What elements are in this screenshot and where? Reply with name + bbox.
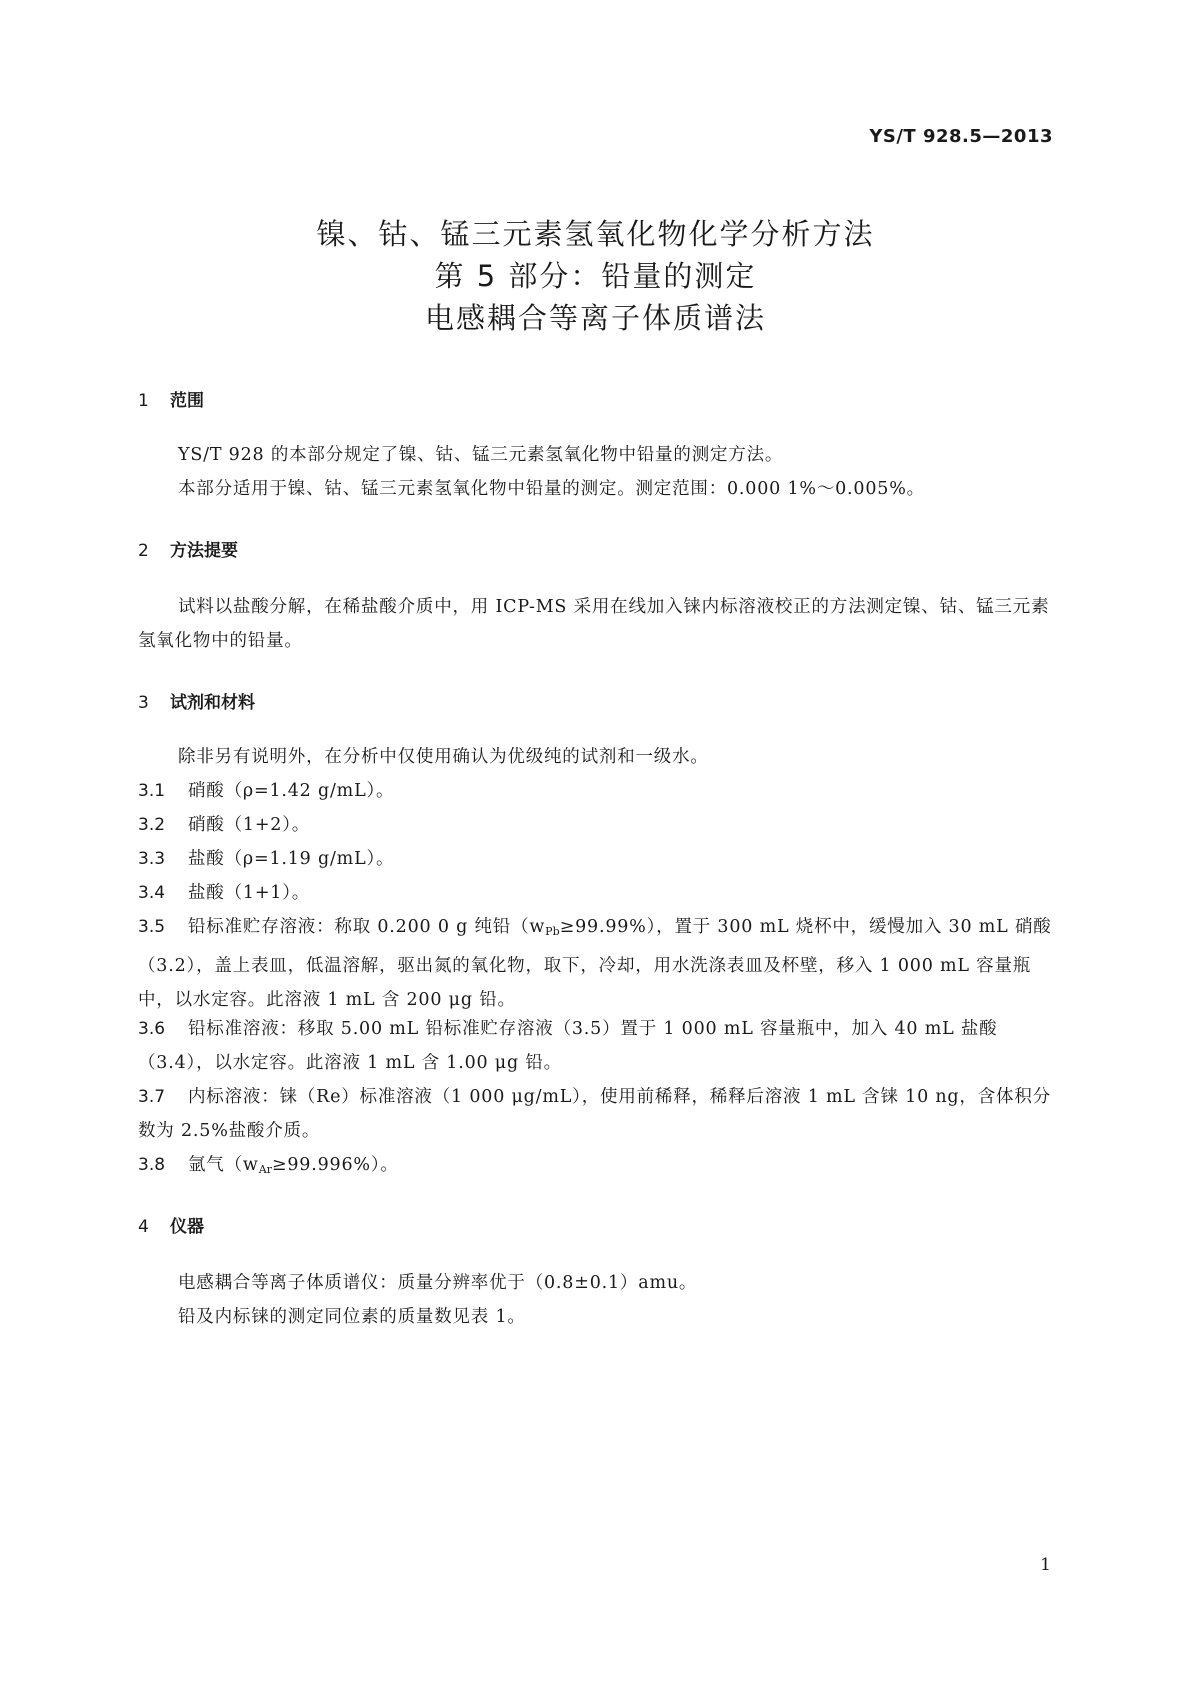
reagent-item bbox=[138, 1080, 1054, 1148]
section-4-paragraph-1: 电感耦合等离子体质谱仪：质量分辨率优于（0.8±0.1）amu。 bbox=[178, 1273, 698, 1293]
section-1-paragraph-1: YS/T 928 的本部分规定了镍、钴、锰三元素氢氧化物中铅量的测定方法。 bbox=[178, 445, 784, 465]
section-3-heading bbox=[138, 688, 255, 713]
item-text: 铅标准溶液：移取 5.00 mL 铅标准贮存溶液（3.5）置于 1 000 mL 容量瓶中，加入 40 mL 盐酸（3.4），以水定容。此溶液 1 mL 含 1.00 μg 铅。 bbox=[138, 1019, 998, 1073]
section-1-paragraph-2: 本部分适用于镍、钴、锰三元素氢氧化物中铅量的测定。测定范围：0.000 1%～0.005%。 bbox=[178, 479, 925, 499]
reagent-item bbox=[138, 808, 1054, 842]
item-number: 3.8 bbox=[138, 1155, 166, 1175]
reagent-item bbox=[138, 910, 1054, 1017]
section-title: 方法提要 bbox=[170, 541, 238, 561]
item-text: 内标溶液：铼（Re）标准溶液（1 000 μg/mL），使用前稀释，稀释后溶液 1 mL 含铼 10 ng，含体积分数为 2.5%盐酸介质。 bbox=[138, 1087, 1051, 1141]
item-text-b: ≥99.996%）。 bbox=[271, 1155, 399, 1175]
item-text-b: ≥99.99%），置于 300 mL 烧杯中，缓慢加入 30 mL 硝酸（3.2），盖上表皿，低温溶解，驱出氮的氧化物，取下，冷却，用水洗涤表皿及杯壁，移入 1 000 mL 容量瓶中，以水定容。此溶液 1 mL 含 200 μg 铅。 bbox=[138, 917, 1052, 1010]
section-title: 试剂和材料 bbox=[170, 693, 255, 713]
section-1-heading bbox=[138, 386, 204, 411]
item-text: 硝酸（1+2）。 bbox=[188, 815, 311, 835]
reagent-item bbox=[138, 876, 1054, 910]
item-subscript: Ar bbox=[258, 1163, 272, 1176]
reagent-item bbox=[138, 1148, 1054, 1187]
section-title: 仪器 bbox=[170, 1217, 204, 1237]
item-text-a: 铅标准贮存溶液：称取 0.200 0 g 纯铅（w bbox=[188, 917, 546, 937]
title-line-2: 第 5 部分：铅量的测定 bbox=[434, 259, 757, 293]
title-line-3: 电感耦合等离子体质谱法 bbox=[424, 301, 766, 335]
item-number: 3.3 bbox=[138, 849, 166, 869]
section-number: 1 bbox=[138, 391, 149, 411]
section-4-paragraph-2: 铅及内标铼的测定同位素的质量数见表 1。 bbox=[178, 1307, 526, 1327]
title-line-1: 镍、钴、锰三元素氢氧化物化学分析方法 bbox=[316, 217, 875, 251]
section-4-heading bbox=[138, 1212, 204, 1237]
item-number: 3.1 bbox=[138, 781, 166, 801]
section-2-heading bbox=[138, 536, 238, 561]
item-number: 3.2 bbox=[138, 815, 166, 835]
item-text-a: 氩气（w bbox=[188, 1155, 259, 1175]
section-number: 4 bbox=[138, 1217, 149, 1237]
section-title: 范围 bbox=[170, 391, 204, 411]
reagent-item bbox=[138, 842, 1054, 876]
item-text: 盐酸（ρ=1.19 g/mL）。 bbox=[188, 849, 395, 869]
item-subscript: Pb bbox=[545, 925, 560, 938]
item-number: 3.4 bbox=[138, 883, 166, 903]
standard-code: YS/T 928.5—2013 bbox=[869, 126, 1053, 147]
item-text: 盐酸（1+1）。 bbox=[188, 883, 311, 903]
reagent-item bbox=[138, 774, 1054, 808]
page-number: 1 bbox=[1040, 1555, 1051, 1575]
section-2-paragraph: 试料以盐酸分解，在稀盐酸介质中，用 ICP-MS 采用在线加入铼内标溶液校正的方法测定镍、钴、锰三元素氢氧化物中的铅量。 bbox=[138, 597, 1050, 651]
section-3-intro: 除非另有说明外，在分析中仅使用确认为优级纯的试剂和一级水。 bbox=[178, 747, 709, 767]
item-text: 硝酸（ρ=1.42 g/mL）。 bbox=[188, 781, 395, 801]
reagent-item bbox=[138, 1012, 1054, 1080]
section-number: 2 bbox=[138, 541, 149, 561]
item-number: 3.7 bbox=[138, 1087, 166, 1107]
section-number: 3 bbox=[138, 693, 149, 713]
item-number: 3.5 bbox=[138, 917, 166, 937]
item-number: 3.6 bbox=[138, 1019, 166, 1039]
